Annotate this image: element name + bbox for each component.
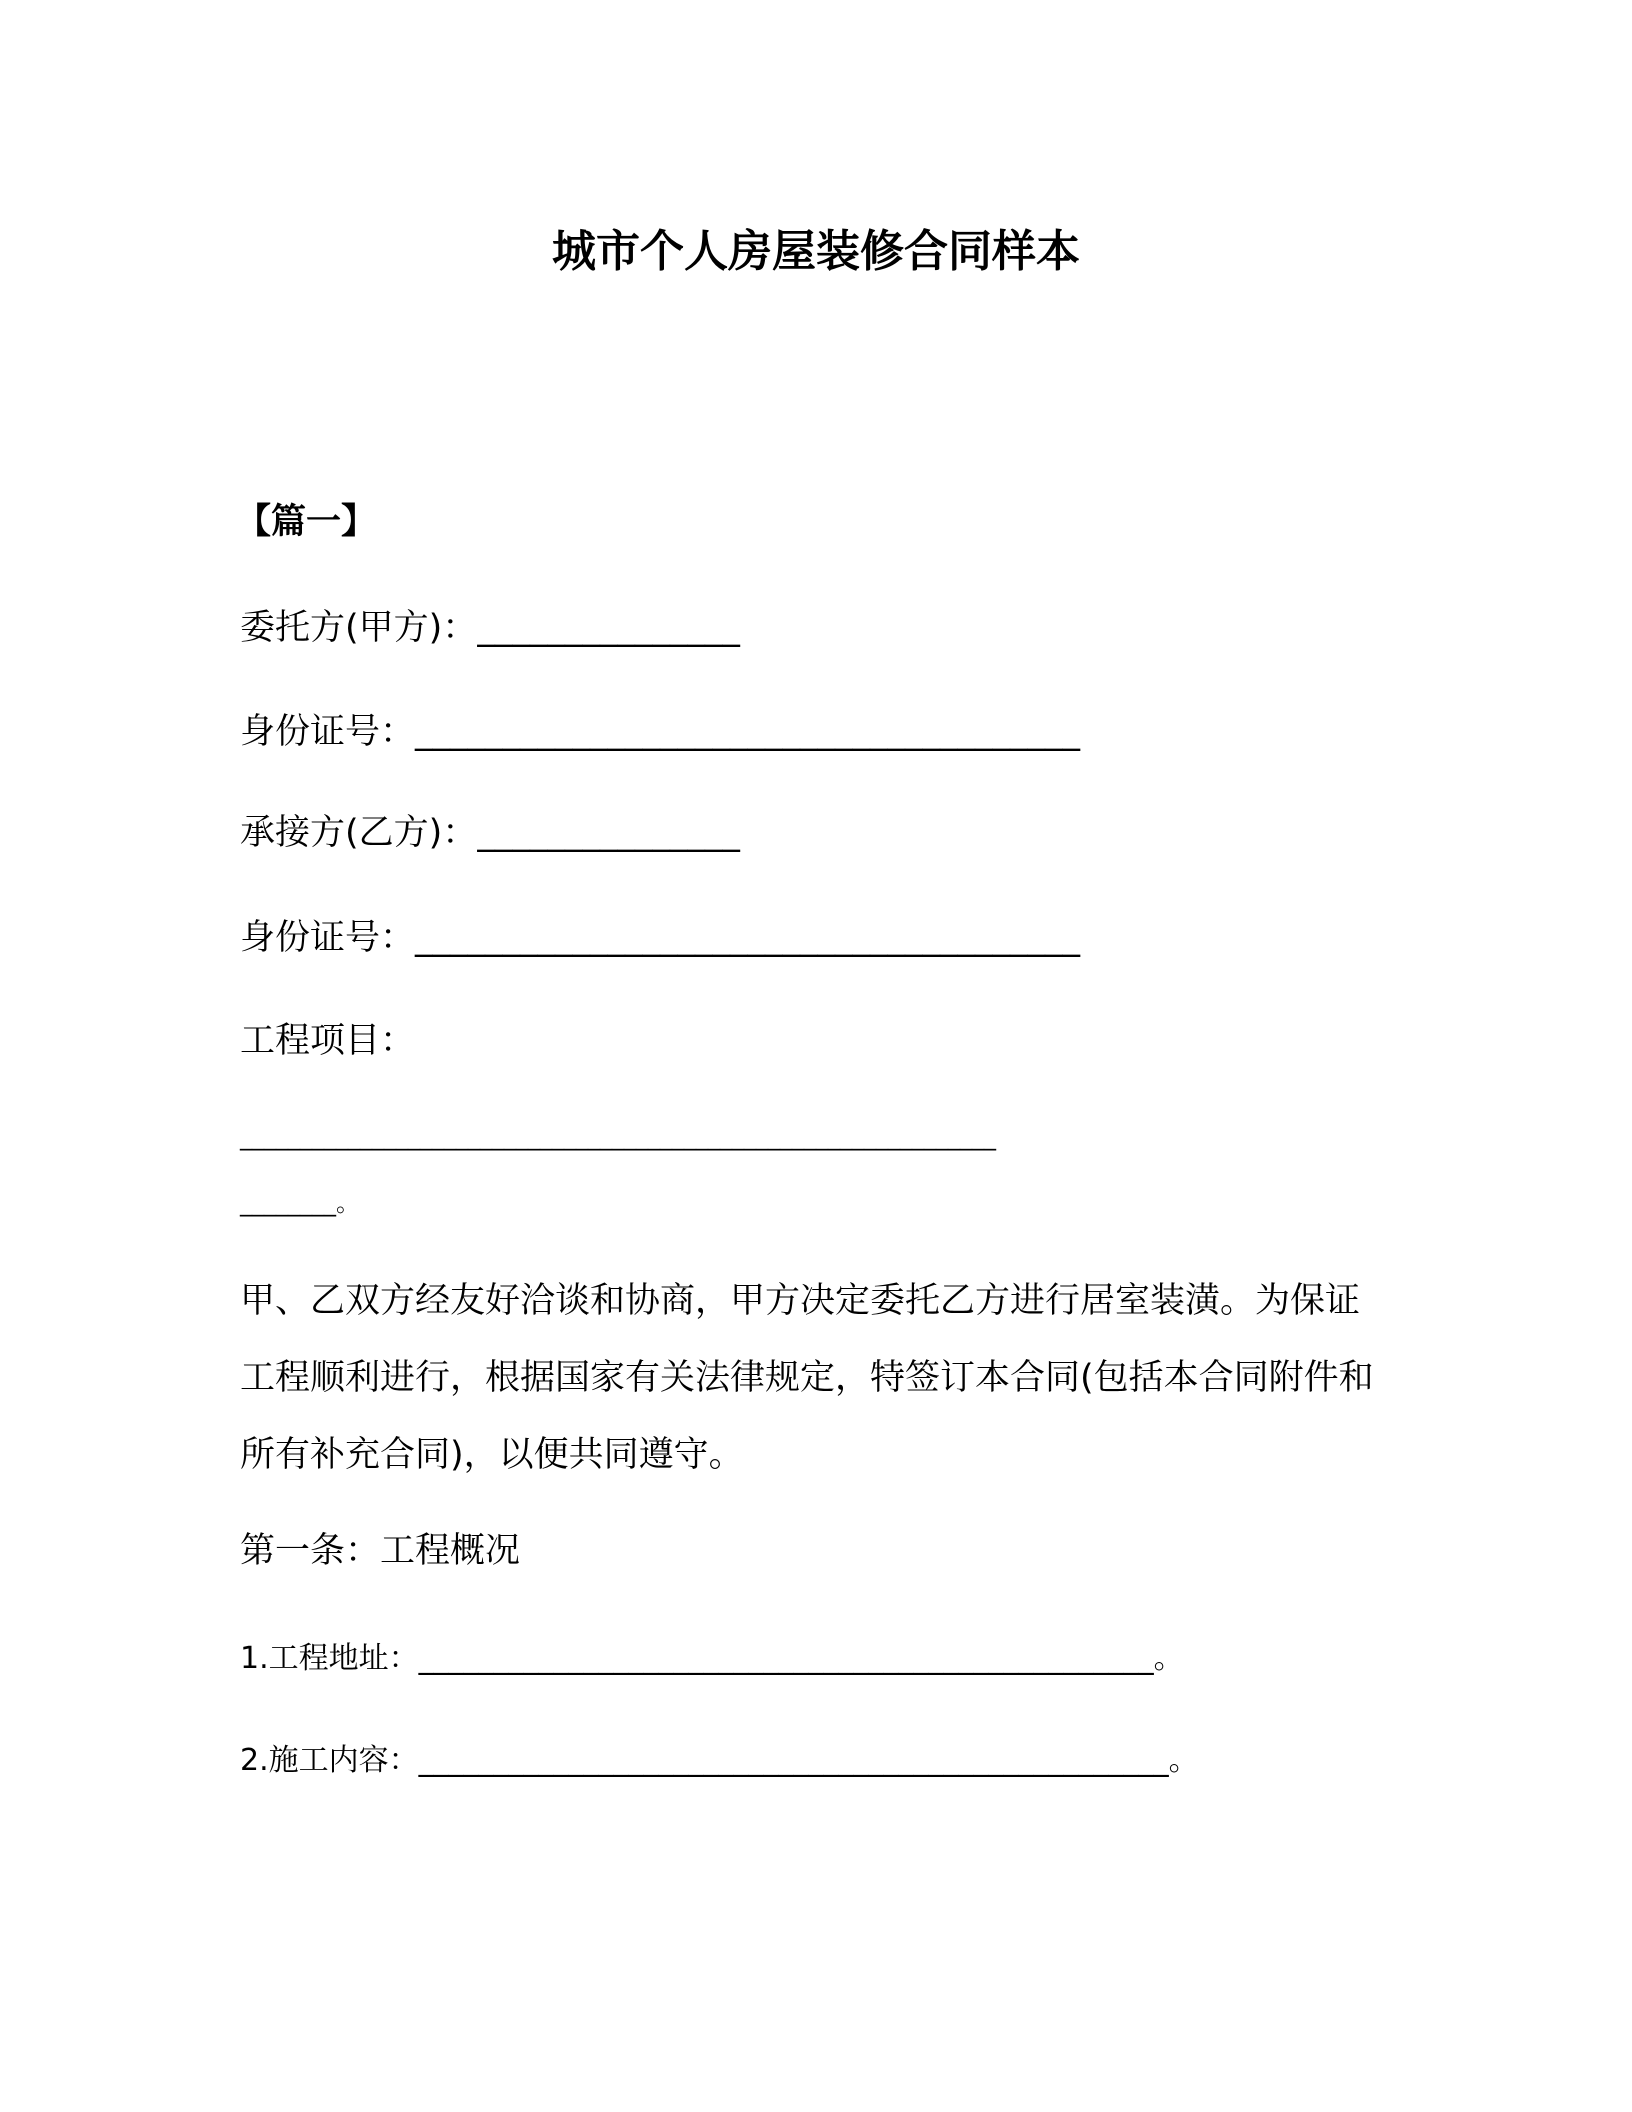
- contractor-id-field: [240, 913, 1080, 963]
- project-blank-line1: _______________________________________________________________: [240, 1123, 996, 1151]
- contractor-id-blank: ______________________________________: [415, 918, 1081, 958]
- article1-item1: 1.工程地址：_________________________________________________。: [240, 1641, 1184, 1676]
- section-marker: 【篇一】: [236, 502, 377, 542]
- contractor-label: 承接方(乙方)：: [240, 813, 478, 853]
- contractor-id-label: 身份证号：: [240, 918, 416, 958]
- client-id-blank: ______________________________________: [415, 712, 1081, 752]
- client-label: 委托方(甲方)：: [240, 608, 478, 648]
- client-field: [240, 603, 740, 653]
- contractor-blank: _______________: [477, 813, 740, 853]
- project-blank-line2: ________。: [240, 1189, 360, 1217]
- document-title: 城市个人房屋装修合同样本: [552, 226, 1080, 277]
- article1-heading: 第一条：工程概况: [240, 1531, 521, 1571]
- client-id-label: 身份证号：: [240, 712, 416, 752]
- article1-item2: 2.施工内容：__________________________________________________。: [240, 1743, 1199, 1778]
- project-label: 工程项目：: [240, 1021, 416, 1061]
- contractor-field: [240, 808, 740, 858]
- client-blank: _______________: [477, 608, 740, 648]
- preamble-paragraph: 甲、乙双方经友好洽谈和协商，甲方决定委托乙方进行居室装潢。为保证工程顺利进行，根据国家有关法律规定，特签订本合同(包括本合同附件和所有补充合同)，以便共同遵守。: [240, 1281, 1374, 1475]
- client-id-field: [240, 707, 1080, 757]
